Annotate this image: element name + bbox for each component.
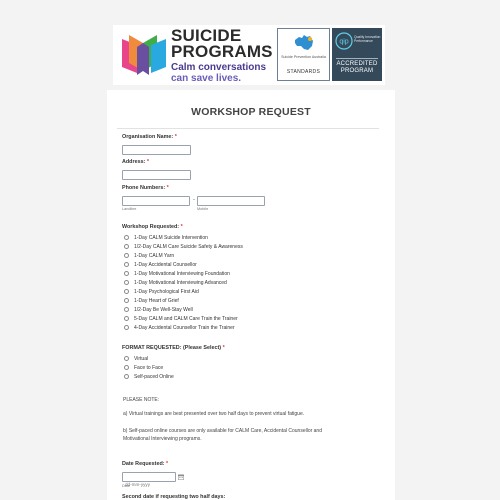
radio-button[interactable] (124, 298, 129, 303)
format-option[interactable] (124, 354, 174, 363)
standards-badge (277, 28, 330, 81)
brand-line-2: PROGRAMS (171, 42, 273, 61)
workshop-radio-group (124, 233, 243, 333)
workshop-option-label: 1-Day CALM Yarn (134, 252, 175, 259)
badge2-divider (336, 58, 378, 59)
workshop-option-label: 1-Day Psychological First Aid (134, 288, 199, 295)
address-label (122, 159, 149, 165)
workshop-option-label: 1/2-Day Be Well-Stay Well (134, 306, 193, 313)
format-option-label: Face to Face (134, 364, 164, 371)
workshop-option[interactable] (124, 278, 243, 287)
workshop-option-label: 1-Day CALM Suicide Intervention (134, 234, 208, 241)
tagline-1: Calm conversations (171, 62, 267, 73)
format-label-text: FORMAT REQUESTED: (Please Select) (122, 345, 222, 351)
format-option-label: Self-paced Online (134, 373, 174, 380)
svg-text:qip: qip (339, 38, 349, 46)
required-mark: * (222, 345, 225, 351)
badge2-line-2: PROGRAM (340, 68, 374, 74)
date-input[interactable] (122, 472, 176, 482)
landline-sublabel: Landline (122, 207, 137, 211)
workshop-option[interactable] (124, 269, 243, 278)
required-mark: * (180, 224, 183, 230)
mobile-input[interactable] (197, 196, 265, 206)
format-option[interactable] (124, 372, 174, 381)
workshop-option-label: 5-Day CALM and CALM Care Train the Trainer (134, 315, 238, 322)
workshop-option[interactable] (124, 260, 243, 269)
workshop-option[interactable] (124, 287, 243, 296)
address-input[interactable] (122, 170, 191, 180)
radio-button[interactable] (124, 289, 129, 294)
brand-line-1: SUICIDE (171, 26, 242, 45)
title-divider (117, 128, 379, 129)
radio-button[interactable] (124, 262, 129, 267)
workshop-option[interactable] (124, 296, 243, 305)
workshop-label (122, 224, 183, 230)
workshop-option-label: 1-Day Accidental Counsellor (134, 261, 197, 268)
badge2-accredited-text (332, 61, 382, 75)
australia-map-icon (293, 34, 315, 52)
workshop-option[interactable] (124, 305, 243, 314)
radio-button[interactable] (124, 356, 129, 361)
note-b-line-1: b) Self-paced online courses are only available for CALM Care, Accidental Counsellor and (123, 428, 322, 434)
calendar-icon[interactable] (178, 474, 184, 480)
workshop-option-label: 1/2-Day CALM Care Suicide Safety & Awareness (134, 243, 243, 250)
workshop-option[interactable] (124, 233, 243, 242)
workshop-option-label: 1-Day Heart of Grief (134, 297, 179, 304)
badge1-org-text: Suicide Prevention Australia (281, 55, 326, 59)
workshop-option-label: 1-Day Motivational Interviewing Foundation (134, 270, 230, 277)
radio-button[interactable] (124, 316, 129, 321)
format-option[interactable] (124, 363, 174, 372)
radio-button[interactable] (124, 280, 129, 285)
workshop-option-label: 1-Day Motivational Interviewing Advanced (134, 279, 227, 286)
date-label-text: Date Requested: (122, 461, 165, 467)
workshop-option[interactable] (124, 314, 243, 323)
required-mark: * (166, 461, 169, 467)
required-mark: * (146, 159, 149, 165)
format-option-label: Virtual (134, 355, 149, 362)
radio-button[interactable] (124, 235, 129, 240)
header-banner (113, 25, 385, 85)
format-radio-group (124, 354, 174, 381)
radio-button[interactable] (124, 244, 129, 249)
required-mark: * (174, 134, 177, 140)
second-date-label: Second date if requesting two half days: (122, 494, 226, 500)
radio-button[interactable] (124, 271, 129, 276)
date-label (122, 461, 168, 467)
phone-label (122, 185, 169, 191)
radio-button[interactable] (124, 365, 129, 370)
badge2-line-1: ACCREDITED (336, 61, 378, 67)
required-mark: * (166, 185, 169, 191)
badge1-standards-text: STANDARDS (286, 69, 321, 75)
qip-logo-icon (335, 32, 353, 50)
organisation-label-text: Organisation Name: (122, 134, 174, 140)
tagline-2: can save lives. (171, 73, 242, 84)
workshop-option[interactable] (124, 323, 243, 332)
radio-button[interactable] (124, 253, 129, 258)
workshop-option[interactable] (124, 251, 243, 260)
phone-label-text: Phone Numbers: (122, 185, 166, 191)
organisation-label (122, 134, 177, 140)
form-title: WORKSHOP REQUEST (191, 106, 311, 118)
badge2-org-text: Quality Innovation Performance (354, 35, 381, 43)
workshop-option-label: 4-Day Accidental Counsellor Train the Trainer (134, 324, 235, 331)
accredited-badge (332, 28, 382, 81)
landline-input[interactable] (122, 196, 190, 206)
note-heading: PLEASE NOTE: (123, 397, 160, 403)
mobile-sublabel: Mobile (197, 207, 209, 211)
form-card (107, 90, 395, 500)
organisation-input[interactable] (122, 145, 191, 155)
date-sublabel: Date (122, 484, 131, 488)
radio-button[interactable] (124, 374, 129, 379)
format-label (122, 345, 225, 351)
note-a: a) Virtual trainings are best presented over two half days to prevent virtual fatigue. (123, 411, 305, 417)
phone-dash: - (193, 197, 195, 203)
workshop-label-text: Workshop Requested: (122, 224, 180, 230)
workshop-option[interactable] (124, 242, 243, 251)
radio-button[interactable] (124, 325, 129, 330)
note-b-line-2: Motivational Interviewing programs. (123, 436, 202, 442)
address-label-text: Address: (122, 159, 146, 165)
brand-block (171, 28, 273, 84)
date-input-field[interactable] (123, 481, 175, 489)
radio-button[interactable] (124, 307, 129, 312)
books-logo-icon (119, 29, 169, 79)
